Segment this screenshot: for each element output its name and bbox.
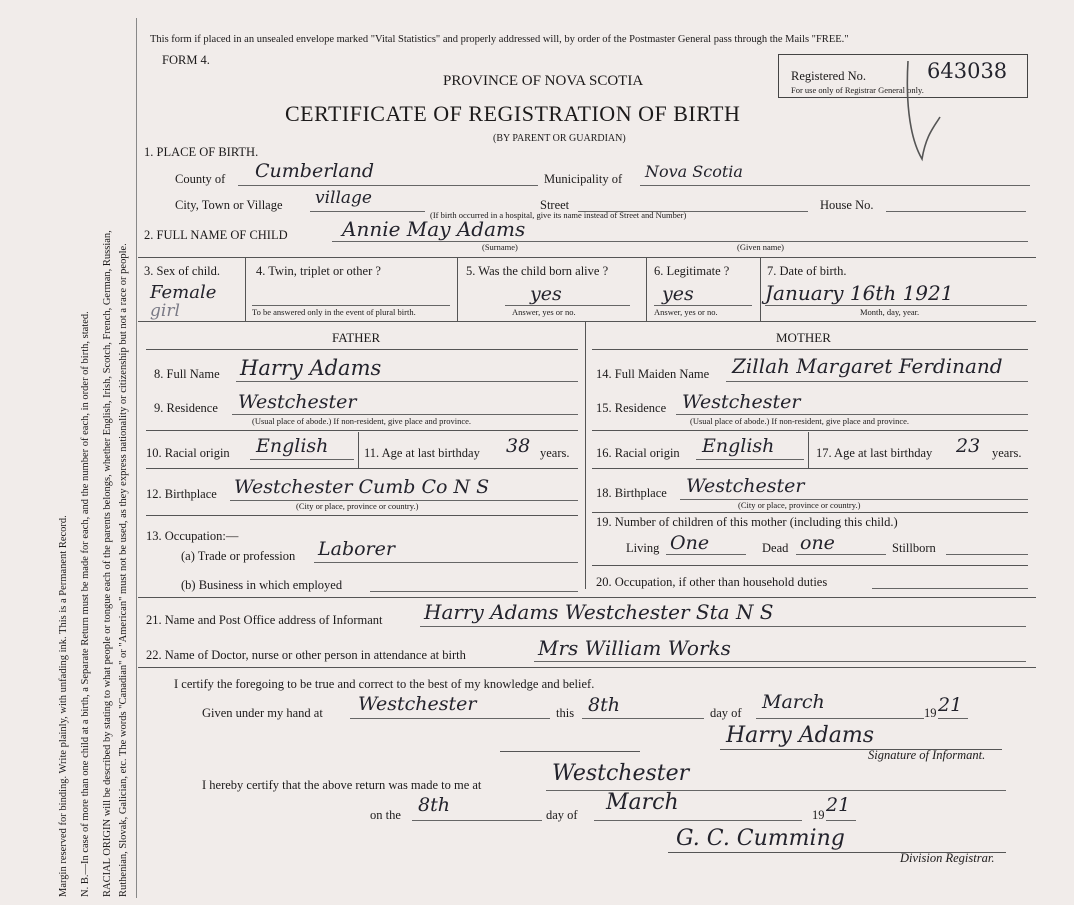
surname-note: (Surname) — [482, 242, 518, 252]
street-label: Street — [540, 198, 570, 212]
registered-label: Registered No. — [791, 69, 866, 83]
father-trade-label: (a) Trade or profession — [181, 549, 296, 563]
father-residence-note: (Usual place of abode.) If non-resident, give place and province. — [252, 416, 472, 426]
living-value: One — [670, 532, 710, 554]
sex-value-2: girl — [150, 301, 180, 321]
municipality-value: Nova Scotia — [645, 162, 743, 181]
on-day-value: 8th — [418, 794, 450, 816]
city-value: village — [315, 188, 372, 208]
certify-text: I certify the foregoing to be true and correct to the best of my knowledge and belief. — [174, 677, 595, 691]
father-residence-label: 9. Residence — [154, 401, 218, 415]
check-mark-icon — [900, 55, 950, 165]
informant-signature: Harry Adams — [726, 723, 874, 748]
margin-note-1: Margin reserved for binding. Write plainly, with unfading ink. This is a Permanent Record. — [58, 515, 69, 897]
registrar-year-prefix: 19 — [812, 808, 825, 822]
twin-label: 4. Twin, triplet or other ? — [256, 264, 381, 278]
stillborn-label: Stillborn — [892, 541, 936, 555]
form-number: FORM 4. — [162, 53, 210, 67]
dob-label: 7. Date of birth. — [767, 264, 847, 278]
father-name-label: 8. Full Name — [154, 367, 220, 381]
father-occupation-label: 13. Occupation:— — [146, 529, 239, 543]
mother-race-value: English — [702, 435, 775, 457]
mother-residence-label: 15. Residence — [596, 401, 667, 415]
father-birthplace-label: 12. Birthplace — [146, 487, 217, 501]
mother-birthplace-note: (City or place, province or country.) — [738, 500, 861, 510]
father-business-label: (b) Business in which employed — [181, 578, 343, 592]
registrar-year-value: 21 — [826, 794, 851, 816]
city-label: City, Town or Village — [175, 198, 283, 212]
informant-label: 21. Name and Post Office address of Informant — [146, 613, 383, 627]
registrar-note: For use only of Registrar General only. — [791, 85, 924, 95]
margin-note-4: Ruthenian, Slovak, Galician, etc. The words "Canadian" or "American" must not be used, as they express nationality or citizenship but not a race or people. — [118, 243, 129, 897]
certificate-subtitle: (BY PARENT OR GUARDIAN) — [493, 133, 626, 144]
alive-value: yes — [530, 283, 562, 305]
year-prefix: 19 — [924, 706, 937, 720]
father-age-label: 11. Age at last birthday — [364, 446, 480, 460]
doctor-value: Mrs William Works — [538, 636, 731, 660]
municipality-label: Municipality of — [544, 172, 623, 186]
mother-occupation-label: 20. Occupation, if other than household duties — [596, 575, 828, 589]
margin-note-2: N. B.—In case of more than one child at a birth, a Separate Return must be made for each, and the number of each, in order of birth, stated. — [80, 311, 91, 897]
given-place-value: Westchester — [358, 693, 477, 715]
province-title: PROVINCE OF NOVA SCOTIA — [443, 73, 644, 89]
binding-line — [136, 18, 137, 898]
registrar-signature: G. C. Cumming — [676, 826, 845, 851]
dob-note: Month, day, year. — [860, 307, 920, 317]
mail-notice: This form if placed in an unsealed envelope marked "Vital Statistics" and properly addressed will, by order of the Postmaster General pass through the Mails "FREE." — [150, 34, 849, 45]
mother-age-label: 17. Age at last birthday — [816, 446, 933, 460]
informant-signature-label: Signature of Informant. — [868, 748, 986, 762]
mother-age-value: 23 — [956, 435, 981, 457]
children-count-label: 19. Number of children of this mother (including this child.) — [596, 515, 898, 529]
mother-name-value: Zillah Margaret Ferdinand — [732, 354, 1003, 378]
father-heading: FATHER — [332, 330, 381, 345]
registrar-month-value: March — [606, 790, 679, 815]
alive-label: 5. Was the child born alive ? — [466, 264, 609, 278]
living-label: Living — [626, 541, 660, 555]
father-race-value: English — [256, 435, 329, 457]
registrar-signature-label: Division Registrar. — [900, 851, 995, 865]
margin-note-3: RACIAL ORIGIN will be described by stating to what people or tongue each of the parents belongs, whether English, Irish, Scotch, French, German, Russian, — [102, 230, 113, 897]
father-residence-value: Westchester — [238, 391, 357, 413]
mother-birthplace-value: Westchester — [686, 475, 805, 497]
child-name-value: Annie May Adams — [342, 217, 526, 241]
dob-value: January 16th 1921 — [765, 281, 954, 305]
dead-value: one — [800, 532, 835, 554]
legitimate-note: Answer, yes or no. — [654, 307, 718, 317]
mother-residence-value: Westchester — [682, 391, 801, 413]
doctor-label: 22. Name of Doctor, nurse or other person in attendance at birth — [146, 648, 466, 662]
sex-label: 3. Sex of child. — [144, 264, 221, 278]
mother-race-label: 16. Racial origin — [596, 446, 680, 460]
certificate-title: CERTIFICATE OF REGISTRATION OF BIRTH — [285, 101, 741, 126]
father-years: years. — [540, 446, 570, 460]
father-race-label: 10. Racial origin — [146, 446, 230, 460]
given-under-label: Given under my hand at — [202, 706, 323, 720]
registrar-place-value: Westchester — [552, 761, 690, 786]
hospital-note: (If birth occurred in a hospital, give its name instead of Street and Number) — [430, 210, 687, 220]
informant-value: Harry Adams Westchester Sta N S — [424, 600, 774, 624]
sex-value: Female — [150, 282, 217, 303]
this-day-value: 8th — [588, 694, 620, 716]
on-the-label: on the — [370, 808, 401, 822]
registrar-day-of-label: day of — [546, 808, 578, 822]
this-label: this — [556, 706, 575, 720]
father-name-value: Harry Adams — [240, 356, 382, 380]
month-value: March — [762, 691, 825, 713]
father-birthplace-note: (City or place, province or country.) — [296, 501, 419, 511]
day-of-label: day of — [710, 706, 742, 720]
mother-residence-note: (Usual place of abode.) If non-resident, give place and province. — [690, 416, 910, 426]
father-trade-value: Laborer — [318, 538, 395, 560]
registrar-text: I hereby certify that the above return was made to me at — [202, 778, 482, 792]
twin-note: To be answered only in the event of plural birth. — [252, 307, 416, 317]
county-label: County of — [175, 172, 226, 186]
mother-heading: MOTHER — [776, 330, 831, 345]
father-birthplace-value: Westchester Cumb Co N S — [234, 476, 490, 498]
county-value: Cumberland — [255, 160, 375, 182]
legitimate-value: yes — [662, 283, 694, 305]
house-label: House No. — [820, 198, 874, 212]
registered-number: 643038 — [927, 59, 1008, 83]
mother-birthplace-label: 18. Birthplace — [596, 486, 667, 500]
mother-name-label: 14. Full Maiden Name — [596, 367, 710, 381]
given-name-note: (Given name) — [737, 242, 784, 252]
father-age-value: 38 — [506, 435, 531, 457]
year-value: 21 — [938, 694, 963, 716]
alive-note: Answer, yes or no. — [512, 307, 576, 317]
legitimate-label: 6. Legitimate ? — [654, 264, 730, 278]
child-name-label: 2. FULL NAME OF CHILD — [144, 228, 288, 242]
dead-label: Dead — [762, 541, 789, 555]
place-of-birth-label: 1. PLACE OF BIRTH. — [144, 145, 259, 159]
mother-years: years. — [992, 446, 1022, 460]
